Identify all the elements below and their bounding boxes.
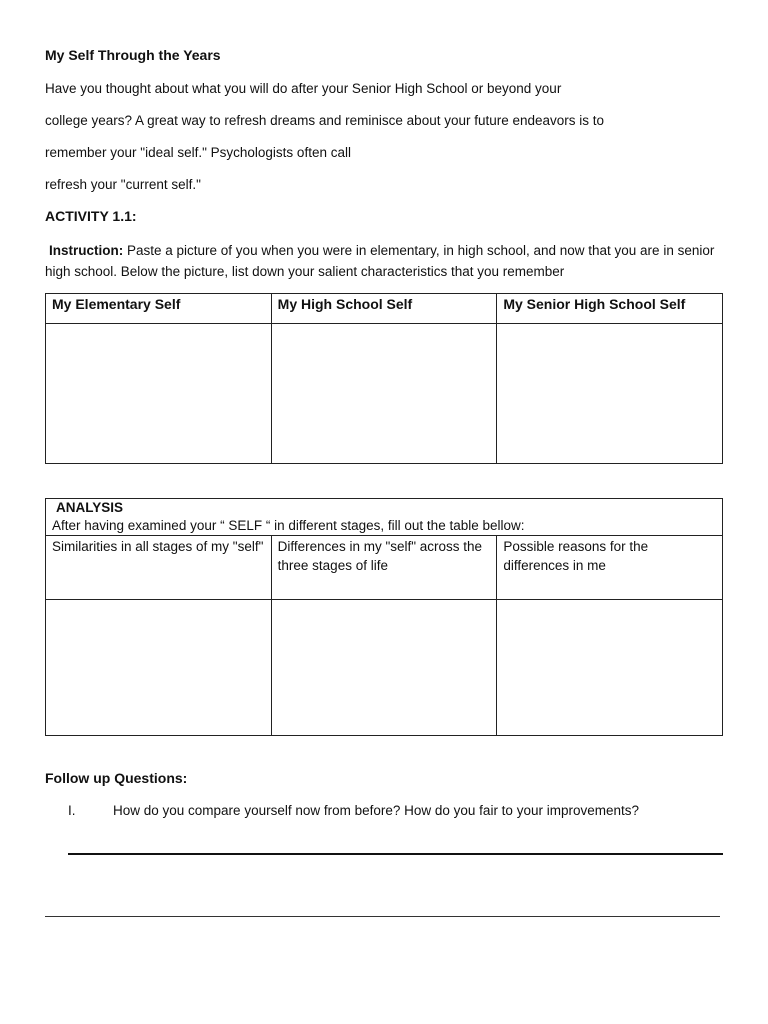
header-high-school-self: My High School Self: [271, 294, 497, 324]
self-table: [45, 293, 723, 464]
header-senior-high-self: My Senior High School Self: [497, 294, 723, 324]
answer-line-2[interactable]: [45, 916, 720, 917]
activity-heading: ACTIVITY 1.1:: [45, 208, 137, 224]
cell-similarities[interactable]: [46, 600, 272, 736]
intro-line-1: Have you thought about what you will do after your Senior High School or beyond your: [45, 81, 562, 96]
header-elementary-self: My Elementary Self: [46, 294, 272, 324]
cell-elementary-self[interactable]: [46, 324, 272, 464]
cell-senior-high-self[interactable]: [497, 324, 723, 464]
header-differences: Differences in my "self" across the three stages of life: [271, 536, 497, 600]
question-number: I.: [68, 803, 76, 818]
intro-line-4: refresh your "current self.": [45, 177, 201, 192]
question-text: How do you compare yourself now from before? How do you fair to your improvements?: [113, 803, 639, 818]
instruction-label: Instruction:: [49, 243, 124, 258]
intro-line-3: remember your "ideal self." Psychologists often call: [45, 145, 351, 160]
cell-possible-reasons[interactable]: [497, 600, 723, 736]
intro-line-2: college years? A great way to refresh dreams and reminisce about your future endeavors is to: [45, 113, 605, 128]
followup-heading: Follow up Questions:: [45, 770, 188, 786]
cell-differences[interactable]: [271, 600, 497, 736]
header-possible-reasons: Possible reasons for the differences in me: [497, 536, 723, 600]
instruction-paragraph: [45, 240, 735, 282]
page-title: My Self Through the Years: [45, 47, 221, 63]
analysis-table: [45, 498, 723, 736]
analysis-title: ANALYSIS: [56, 500, 124, 515]
answer-line[interactable]: [68, 853, 723, 855]
analysis-header-cell: [46, 499, 723, 536]
analysis-subtitle: After having examined your “ SELF “ in different stages, fill out the table bellow:: [52, 518, 525, 533]
instruction-text: Paste a picture of you when you were in elementary, in high school, and now that you are in senior high school. Below the picture, list down your salient characteristics that you remember: [45, 243, 715, 279]
cell-high-school-self[interactable]: [271, 324, 497, 464]
header-similarities: Similarities in all stages of my "self": [46, 536, 272, 600]
